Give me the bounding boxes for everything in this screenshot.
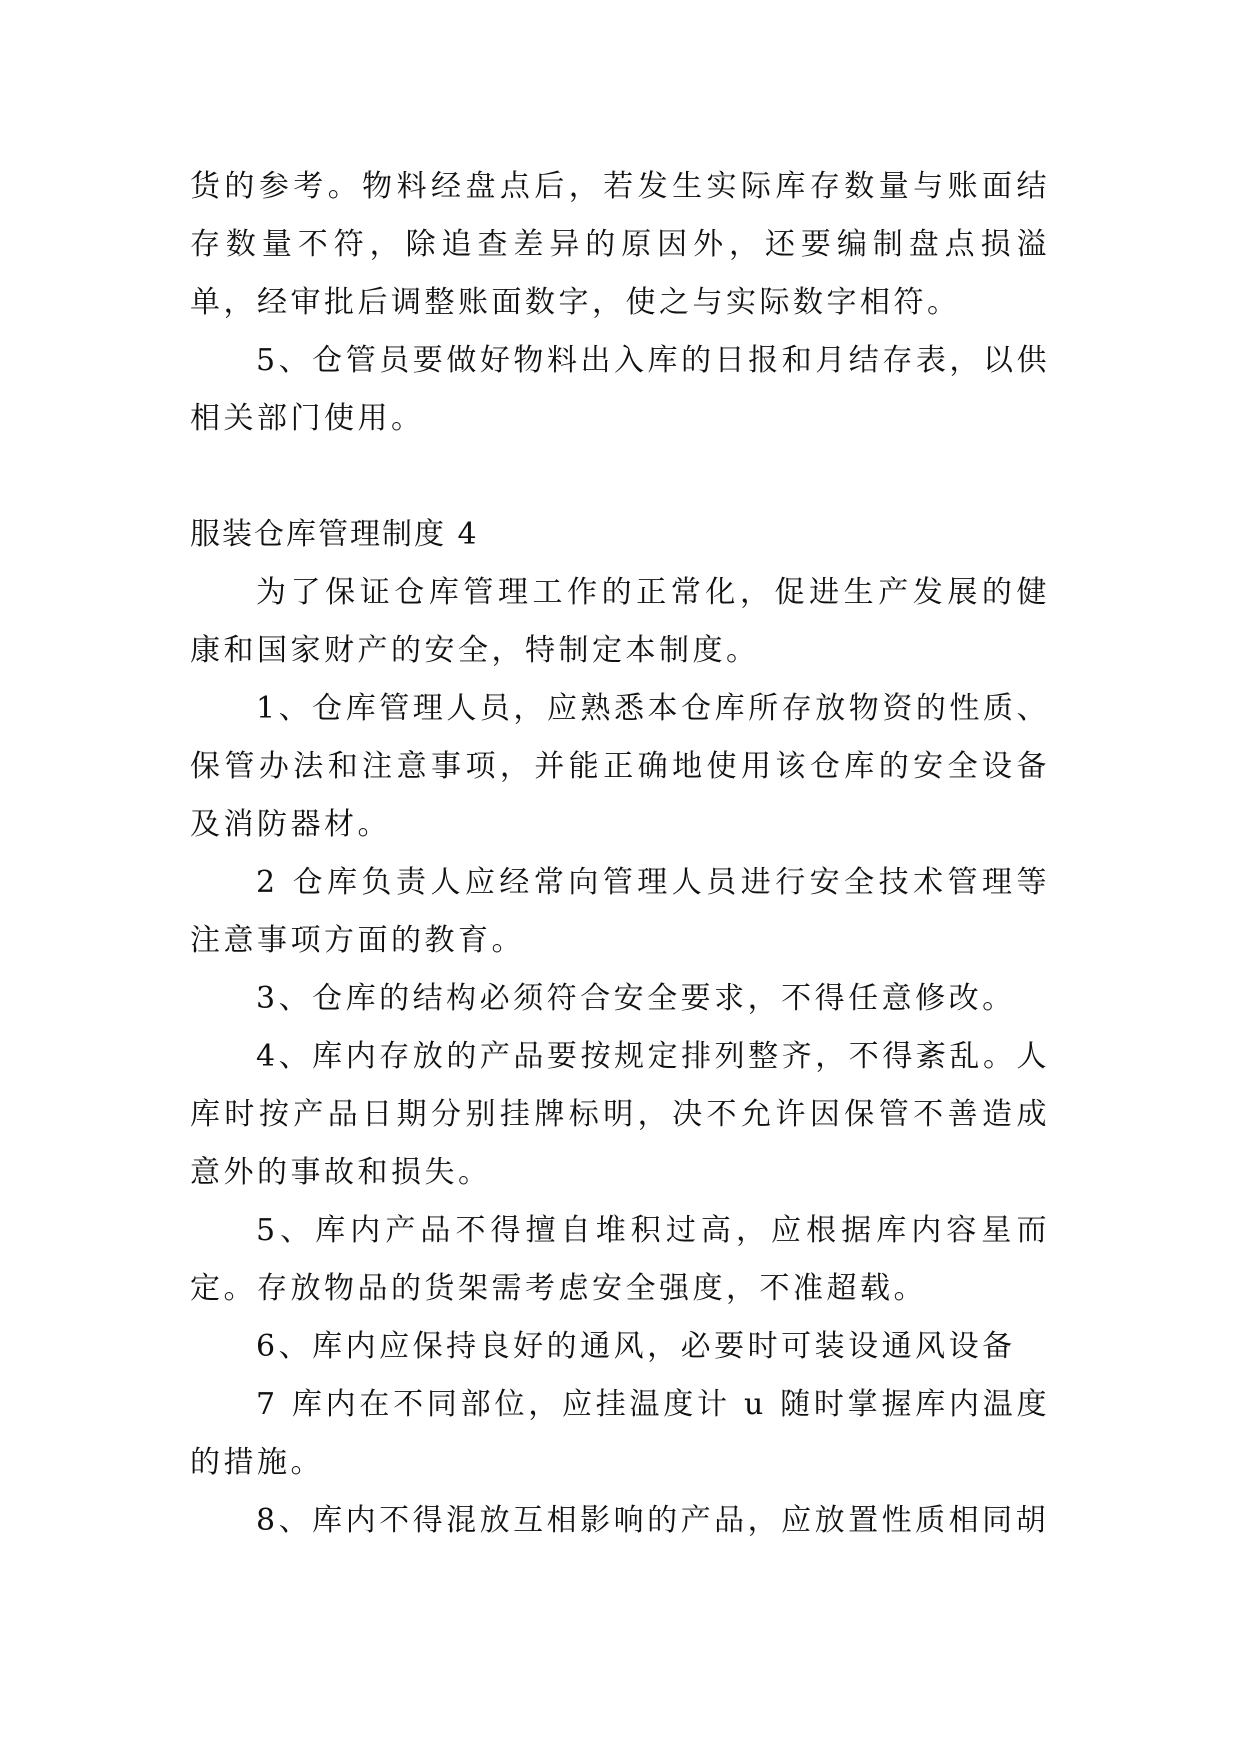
paragraph-rule-5: 5、库内产品不得擅自堆积过高，应根据库内容星而定。存放物品的货架需考虑安全强度，不准超载。	[190, 1213, 1050, 1306]
paragraph-rule-6: 6、库内应保持良好的通风，必要时可装设通风设备	[256, 1329, 1016, 1364]
section-gap	[190, 448, 1050, 506]
paragraph-rule-2: 2 仓库负责人应经常向管理人员进行安全技术管理等注意事项方面的教育。	[190, 865, 1050, 958]
paragraph-rule-4: 4、库内存放的产品要按规定排列整齐，不得紊乱。人库时按产品日期分别挂牌标明，决不允许因保管不善造成意外的事故和损失。	[190, 1039, 1050, 1190]
section-heading: 服装仓库管理制度 4	[190, 517, 479, 552]
paragraph-rule-1: 1、仓库管理人员，应熟悉本仓库所存放物资的性质、保管办法和注意事项，并能正确地使用该仓库的安全设备及消防器材。	[190, 691, 1050, 842]
paragraph-rule-7: 7 库内在不同部位，应挂温度计 u 随时掌握库内温度的措施。	[190, 1387, 1050, 1480]
document-body	[190, 158, 1050, 1550]
paragraph-intro: 为了保证仓库管理工作的正常化，促进生产发展的健康和国家财产的安全，特制定本制度。	[190, 575, 1050, 668]
paragraph-item-5: 5、仓管员要做好物料出入库的日报和月结存表，以供相关部门使用。	[190, 343, 1050, 436]
paragraph-continued: 货的参考。物料经盘点后，若发生实际库存数量与账面结存数量不符，除追查差异的原因外，还要编制盘点损溢单，经审批后调整账面数字，使之与实际数字相符。	[190, 169, 1050, 320]
paragraph-rule-8: 8、库内不得混放互相影响的产品，应放置性质相同胡	[256, 1503, 1050, 1538]
paragraph-rule-3: 3、仓库的结构必须符合安全要求，不得任意修改。	[256, 981, 1016, 1016]
